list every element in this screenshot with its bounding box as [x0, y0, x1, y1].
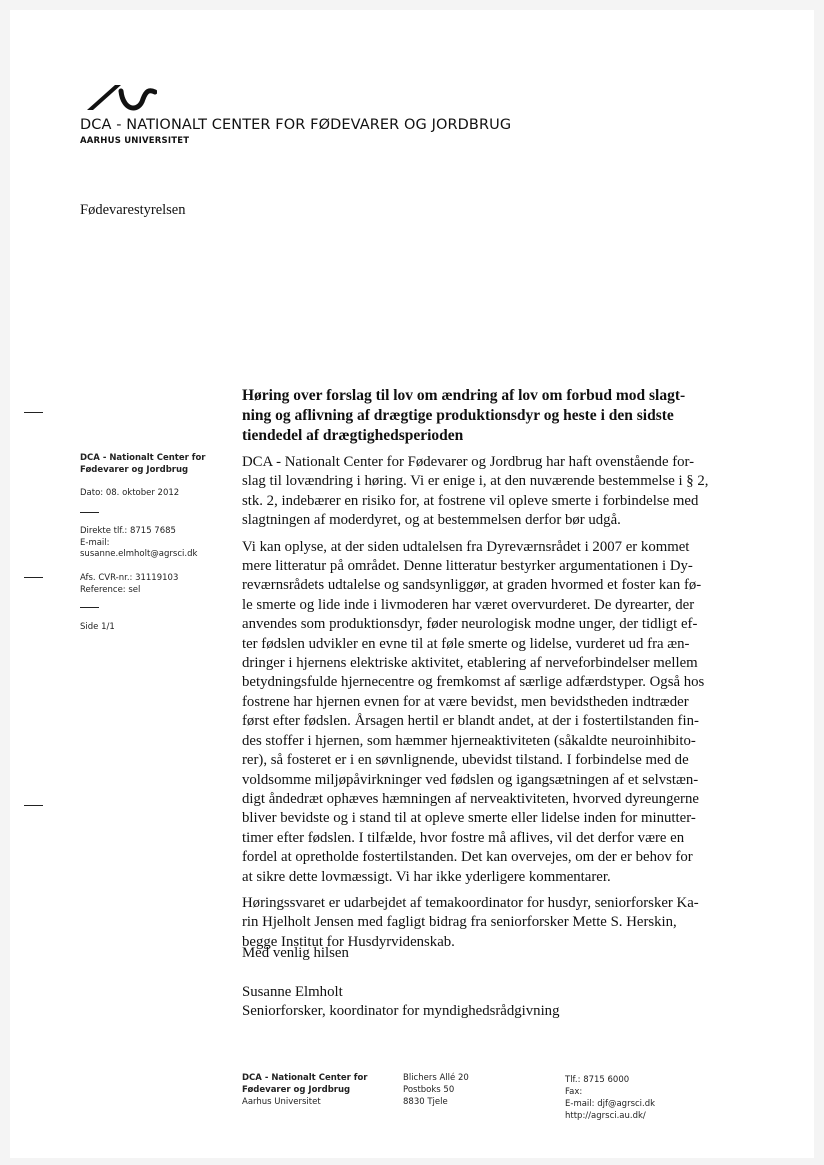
footer-line: 8830 Tjele [403, 1097, 448, 1107]
letter-body [242, 453, 734, 959]
fold-mark [24, 805, 43, 806]
sidebar-org-line: Fødevarer og Jordbrug [80, 464, 189, 475]
footer-line: Fax: [565, 1087, 583, 1097]
signature-block [242, 944, 559, 1022]
greeting: Med venlig hilsen [242, 945, 349, 961]
university-name: AARHUS UNIVERSITET [80, 136, 190, 146]
fold-mark [24, 577, 43, 578]
letter-page [10, 10, 814, 1158]
footer-line: Tlf.: 8715 6000 [565, 1075, 630, 1085]
body-paragraph [242, 538, 734, 887]
footer-contact [565, 1074, 655, 1122]
body-paragraph [242, 453, 734, 531]
body-line: reværnsrådets udtalelse og sandsynliggør, at graden hvormed et foster kan fø- [242, 577, 702, 594]
footer-line: Blichers Allé 20 [403, 1073, 469, 1083]
body-line: digt åndedræt ophæves hæmningen af nerveaktiviteten, hvorved dyreungerne [242, 790, 699, 807]
sidebar-divider [80, 607, 99, 608]
body-line: Høringssvaret er udarbejdet af temakoordinator for husdyr, seniorforsker Ka- [242, 894, 699, 911]
body-line: timer efter fødslen. I tilfælde, hvor fostre må aflives, vil det derfor være en [242, 829, 685, 846]
body-line: Vi kan oplyse, at der siden udtalelsen fra Dyreværnsrådet i 2007 er kommet [242, 538, 690, 555]
body-line: begge Institut for Husdyrvidenskab. [242, 933, 455, 950]
footer-line: Postboks 50 [403, 1085, 455, 1095]
fold-mark [24, 412, 43, 413]
sidebar-contact-line: E-mail: [80, 537, 110, 548]
body-line: stk. 2, indebærer en risiko for, at fostrene vil opleve smerte i forbindelse med [242, 492, 699, 509]
recipient: Fødevarestyrelsen [80, 202, 186, 218]
signatory-title: Seniorforsker, koordinator for myndighedsrådgivning [242, 1003, 560, 1020]
body-line: fostrene har hjernen evnen for at være bevidst, men bevidstheden indtræder [242, 693, 689, 710]
footer-address [403, 1072, 469, 1108]
footer-organisation [242, 1072, 367, 1108]
body-line: anvendes som produktionsdyr, føder neurologisk modne unger, der tidligt ef- [242, 616, 698, 633]
sidebar-page-number: Side 1/1 [80, 622, 115, 632]
body-line: rin Hjelholt Jensen med fagligt bidrag fra seniorforsker Mette S. Herskin, [242, 914, 677, 931]
subject-line: tiendedel af drægtighedsperioden [242, 427, 464, 444]
body-line: betydningsfulde hjernecentre og fremkomst af særlige adfærdstyper. Også hos [242, 674, 705, 691]
body-line: slagtningen af moderdyret, og at bestemmelsen derfor bør udgå. [242, 512, 621, 529]
sidebar-org [80, 453, 205, 476]
au-logo-icon [85, 83, 157, 113]
sidebar-email: susanne.elmholt@agrsci.dk [80, 549, 198, 559]
subject-heading [242, 386, 734, 446]
sidebar-org-line: DCA - Nationalt Center for [80, 453, 206, 463]
body-line: le smerte og lide inde i livmoderen har været overvurderet. De dyrearter, der [242, 596, 695, 613]
footer-website: http://agrsci.au.dk/ [565, 1111, 646, 1121]
body-line: først efter fødslen. Årsagen hertil er blandt andet, at der i fostertilstanden fin- [242, 713, 699, 730]
body-line: fordel at opretholde fostertilstanden. Det kan overvejes, om der er behov for [242, 849, 693, 866]
sidebar-reference-line: Afs. CVR-nr.: 31119103 [80, 573, 179, 583]
body-line: bliver bevidste og i stand til at opleve smerte eller lidelse inden for minutter- [242, 810, 696, 827]
sidebar-reference-line: Reference: sel [80, 584, 141, 595]
body-line: rer), så fosteret er i en søvnlignende, ubevidst tilstand. I forbindelse med de [242, 752, 689, 769]
footer-line: Aarhus Universitet [242, 1097, 321, 1107]
sidebar-divider [80, 512, 99, 513]
body-line: des stoffer i hjernen, som hæmmer hjerneaktiviteten (såkaldte neuroinhibito- [242, 732, 696, 749]
subject-line: ning og aflivning af drægtige produktionsdyr og heste i den sidste [242, 407, 674, 424]
sidebar-contact-line: Direkte tlf.: 8715 7685 [80, 526, 176, 536]
subject-line: Høring over forslag til lov om ændring af lov om forbud mod slagt- [242, 387, 686, 404]
body-line: at sikre dette lovmæssigt. Vi har ikke yderligere kommentarer. [242, 868, 611, 885]
body-line: voldsomme miljøpåvirkninger ved fødslen og igangsætningen af et selvstæn- [242, 771, 699, 788]
signatory-name: Susanne Elmholt [242, 983, 343, 1000]
spacer [242, 963, 559, 982]
body-line: DCA - Nationalt Center for Fødevarer og Jordbrug har haft ovenstående for- [242, 454, 695, 470]
institution-name: DCA - NATIONALT CENTER FOR FØDEVARER OG JORDBRUG [80, 117, 512, 133]
body-line: mere litteratur på området. Denne litteratur bestyrker argumentationen i Dy- [242, 558, 693, 575]
sidebar-reference [80, 573, 178, 596]
footer-line: Fødevarer og Jordbrug [242, 1085, 351, 1095]
body-line: dringer i hjernens elektriske aktivitet, etablering af nerveforbindelser mellem [242, 655, 698, 672]
footer-line: DCA - Nationalt Center for [242, 1073, 368, 1083]
footer-email: E-mail: djf@agrsci.dk [565, 1099, 656, 1109]
body-line: ter fødslen udvikler en evne til at føle smerte og lidelse, vurderet ud fra æn- [242, 635, 690, 652]
body-line: slag til lovændring i høring. Vi er enige i, at den nuværende bestemmelse i § 2, [242, 473, 709, 490]
sidebar-contact [80, 526, 197, 561]
sidebar-date: Dato: 08. oktober 2012 [80, 488, 180, 498]
